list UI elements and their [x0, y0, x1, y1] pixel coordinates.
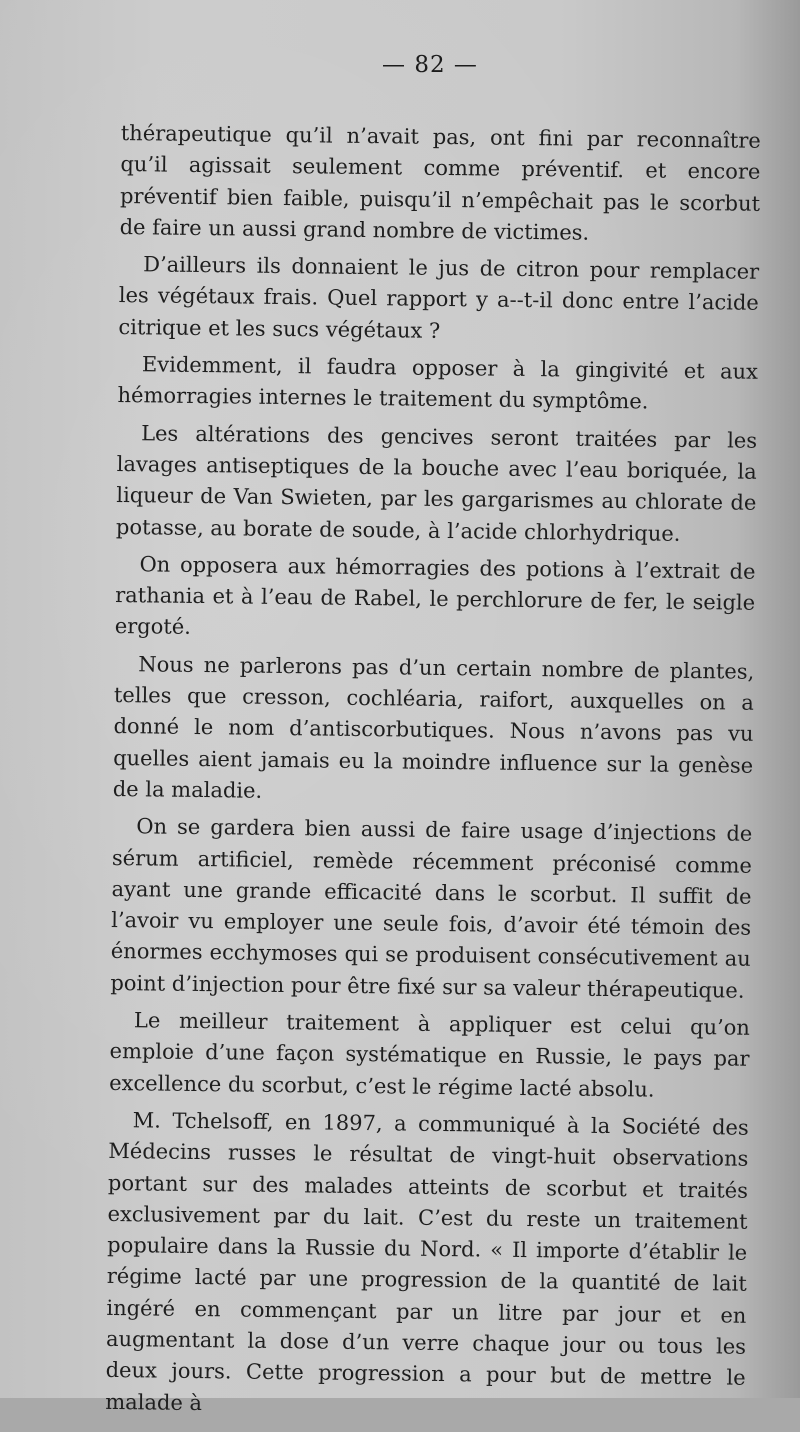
paragraph-8: Le meilleur traitement à appliquer est celui qu’on emploie d’une façon systématique en Russie, le pays par excellence du scorbut, c’est le régime lacté absolu. [109, 1008, 751, 1102]
paragraph-4: Les altérations des gencives seront traitées par les lavages antiseptiques de la bouche avec l’eau boriquée, la liqueur de Van Swieten, par les gargarismes au chlorate de potasse, au borate de soude, à l’acide chlorhydrique. [115, 420, 758, 546]
paragraph-9: M. Tchelsoff, en 1897, a communiqué à la Société des Médecins russes le résultat de vingt-huit observations portant sur des malades atteints de scorbut et traités exclusivement par du lait. C’est du reste un traitement populaire dans la Russie du Nord. « Il importe d’établir le régime lacté par une progression de la quantité de lait ingéré en commençant par un litre par jour et en augmentant la dose d’un verre chaque jour ou tous les deux jours. Cette progression a pour but de mettre le malade à [105, 1108, 749, 1415]
paragraph-2: D’ailleurs ils donnaient le jus de citron pour remplacer les végétaux frais. Quel rapport y a--t-il donc entre l’acide citrique et les sucs végétaux ? [118, 252, 760, 343]
paragraph-5: On opposera aux hémorragies des potions à l’extrait de rathania et à l’eau de Rabel, le perchlorure de fer, le seigle ergoté. [114, 552, 756, 640]
paragraph-7: On se gardera bien aussi de faire usage d’injections de sérum artificiel, remède récemment préconisé comme ayant une grande efficacité dans le scorbut. Il suffit de l’avoir vu employer une seule fois, d’avoir été témoin des énormes ecchymoses qui se produisent consécutivement au point d’injection pour être fixé sur sa valeur thérapeutique. [110, 814, 753, 1003]
paragraph-3: Evidemment, il faudra opposer à la gingivité et aux hémorragies internes le traitement du symptôme. [117, 352, 759, 414]
paragraph-6: Nous ne parlerons pas d’un certain nombre de plantes, telles que cresson, cochléaria, raifort, auxquelles on a donné le nom d’antiscorbutiques. Nous n’avons pas vu quelles aient jamais eu la moindre influence sur la genèse de la maladie. [112, 652, 755, 803]
paragraph-1: thérapeutique qu’il n’avait pas, ont fini par reconnaître qu’il agissait seulement comme préventif. et encore préventif bien faible, puisqu’il n’empêchait pas le scorbut de faire un aussi grand nombre de victimes. [119, 120, 761, 245]
body-text [105, 118, 761, 1432]
page-number: — 82 — [382, 52, 478, 78]
